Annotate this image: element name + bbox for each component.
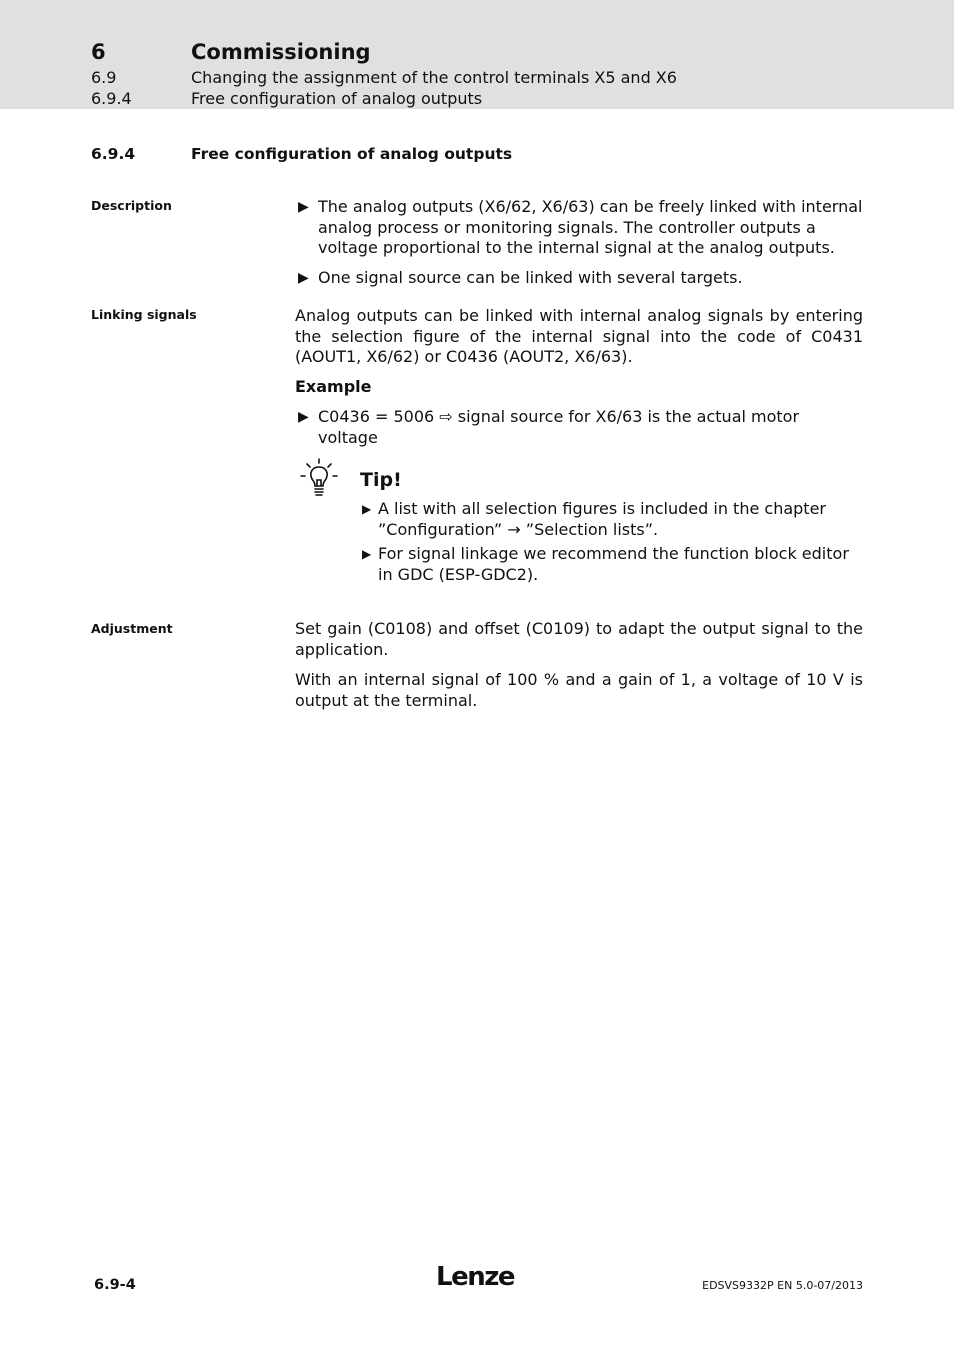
page-header [0,0,954,109]
chapter-title: Commissioning [191,40,371,64]
list-item-text: For signal linkage we recommend the function block editor in GDC (ESP-GDC2). [378,544,849,584]
list-item [362,544,852,585]
section-title: Changing the assignment of the control terminals X5 and X6 [191,68,677,87]
list-item-text: The analog outputs (X6/62, X6/63) can be freely linked with internal analog process or monitoring signals. The controller outputs a voltage proportional to the internal signal at the analog outputs. [318,197,863,257]
lenze-logo: Lenze [436,1262,514,1292]
bullet-triangle-icon: ▶ [298,409,309,425]
adjustment-paragraph-2: With an internal signal of 100 % and a gain of 1, a voltage of 10 V is output at the terminal. [295,670,863,710]
list-item-text: A list with all selection figures is included in the chapter ”Configuration” → ”Selection lists”. [378,499,826,539]
list-item-text: One signal source can be linked with several targets. [318,267,743,287]
description-label: Description [91,198,172,213]
document-id: EDSVS9332P EN 5.0-07/2013 [702,1279,863,1292]
list-item [295,407,863,448]
page-number: 6.9-4 [94,1277,136,1293]
tip-list [362,499,852,585]
list-item-text: C0436 = 5006 ⇨ signal source for X6/63 is the actual motor voltage [318,407,800,447]
list-item [295,268,863,289]
subsection-title: Free configuration of analog outputs [191,89,483,108]
subsection-number: 6.9.4 [91,89,132,108]
bullet-triangle-icon: ▶ [362,502,372,516]
list-item [295,197,863,259]
linking-text: Analog outputs can be linked with internal analog signals by entering the selection figure of the internal signal into the code of C0431 (AOUT1, X6/62) or C0436 (AOUT2, X6/63). [295,306,863,366]
section-heading-title: Free configuration of analog outputs [191,145,513,163]
section-number: 6.9 [91,68,117,87]
list-item [362,499,852,540]
linking-label: Linking signals [91,307,197,322]
bullet-triangle-icon: ▶ [362,547,372,561]
bullet-triangle-icon: ▶ [298,199,309,215]
adjustment-paragraph-1: Set gain (C0108) and offset (C0109) to adapt the output signal to the application. [295,619,863,659]
chapter-number: 6 [91,40,106,64]
example-list [295,407,863,448]
section-heading-number: 6.9.4 [91,145,136,163]
tip-title: Tip! [360,469,402,491]
adjustment-label: Adjustment [91,621,173,636]
lightbulb-icon [298,457,340,499]
bullet-triangle-icon: ▶ [298,269,309,286]
example-heading: Example [295,377,372,396]
description-bullets [295,197,863,288]
